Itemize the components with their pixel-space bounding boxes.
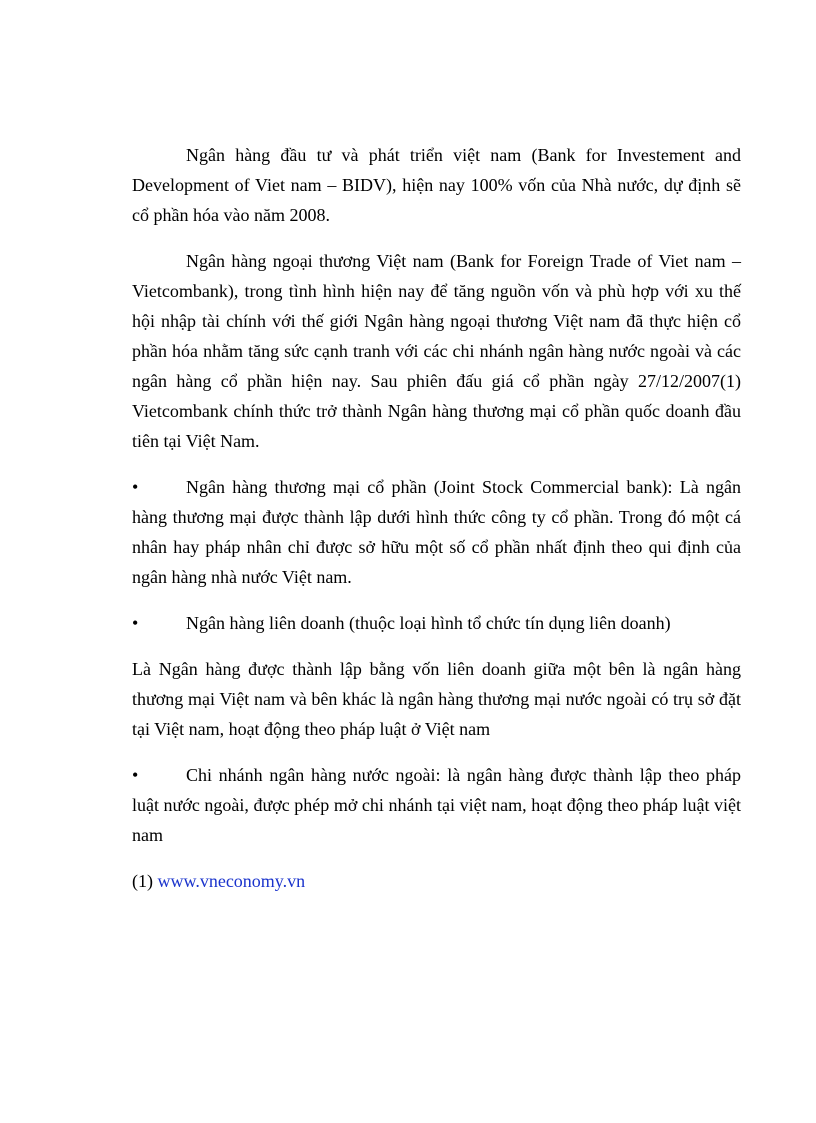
paragraph-joint-venture-description: Là Ngân hàng được thành lập bằng vốn liên doanh giữa một bên là ngân hàng thương mại Việt nam và bên khác là ngân hàng thương mại nước ngoài có trụ sở đặt tại Việt nam, hoạt động theo pháp luật ở Việt nam <box>132 659 741 739</box>
paragraph-vietcombank: Ngân hàng ngoại thương Việt nam (Bank for Foreign Trade of Viet nam – Vietcombank), trong tình hình hiện nay để tăng nguồn vốn và phù hợp với xu thế hội nhập tài chính với thế giới Ngân hàng ngoại thương Việt nam đã thực hiện cổ phần hóa nhằm tăng sức cạnh tranh với các chi nhánh ngân hàng nước ngoài và các ngân hàng cổ phần hiện nay. Sau phiên đấu giá cổ phần ngày 27/12/2007(1) Vietcombank chính thức trở thành Ngân hàng thương mại cổ phần quốc doanh đầu tiên tại Việt Nam. <box>132 251 741 451</box>
bullet-text: Ngân hàng liên doanh (thuộc loại hình tổ chức tín dụng liên doanh) <box>186 613 671 633</box>
bullet-icon: • <box>132 613 139 633</box>
bullet-item-joint-stock-bank <box>132 472 741 592</box>
footnote-marker: (1) <box>132 871 153 891</box>
paragraph-bidv: Ngân hàng đầu tư và phát triển việt nam (Bank for Investement and Development of Viet nam – BIDV), hiện nay 100% vốn của Nhà nước, dự định sẽ cổ phần hóa vào năm 2008. <box>132 145 741 225</box>
bullet-icon: • <box>132 477 139 497</box>
bullet-item-foreign-branch <box>132 760 741 850</box>
document-page <box>132 140 741 896</box>
footnote <box>132 866 741 896</box>
bullet-item-joint-venture-bank <box>132 608 741 638</box>
footnote-link[interactable]: www.vneconomy.vn <box>157 871 306 891</box>
bullet-text: Ngân hàng thương mại cổ phần (Joint Stock Commercial bank): Là ngân hàng thương mại được thành lập dưới hình thức công ty cổ phần. Trong đó một cá nhân hay pháp nhân chỉ được sở hữu một số cổ phần nhất định theo qui định của ngân hàng nhà nước Việt nam. <box>132 477 741 587</box>
bullet-text: Chi nhánh ngân hàng nước ngoài: là ngân hàng được thành lập theo pháp luật nước ngoài, được phép mở chi nhánh tại việt nam, hoạt động theo pháp luật việt nam <box>132 765 741 845</box>
bullet-icon: • <box>132 765 139 785</box>
